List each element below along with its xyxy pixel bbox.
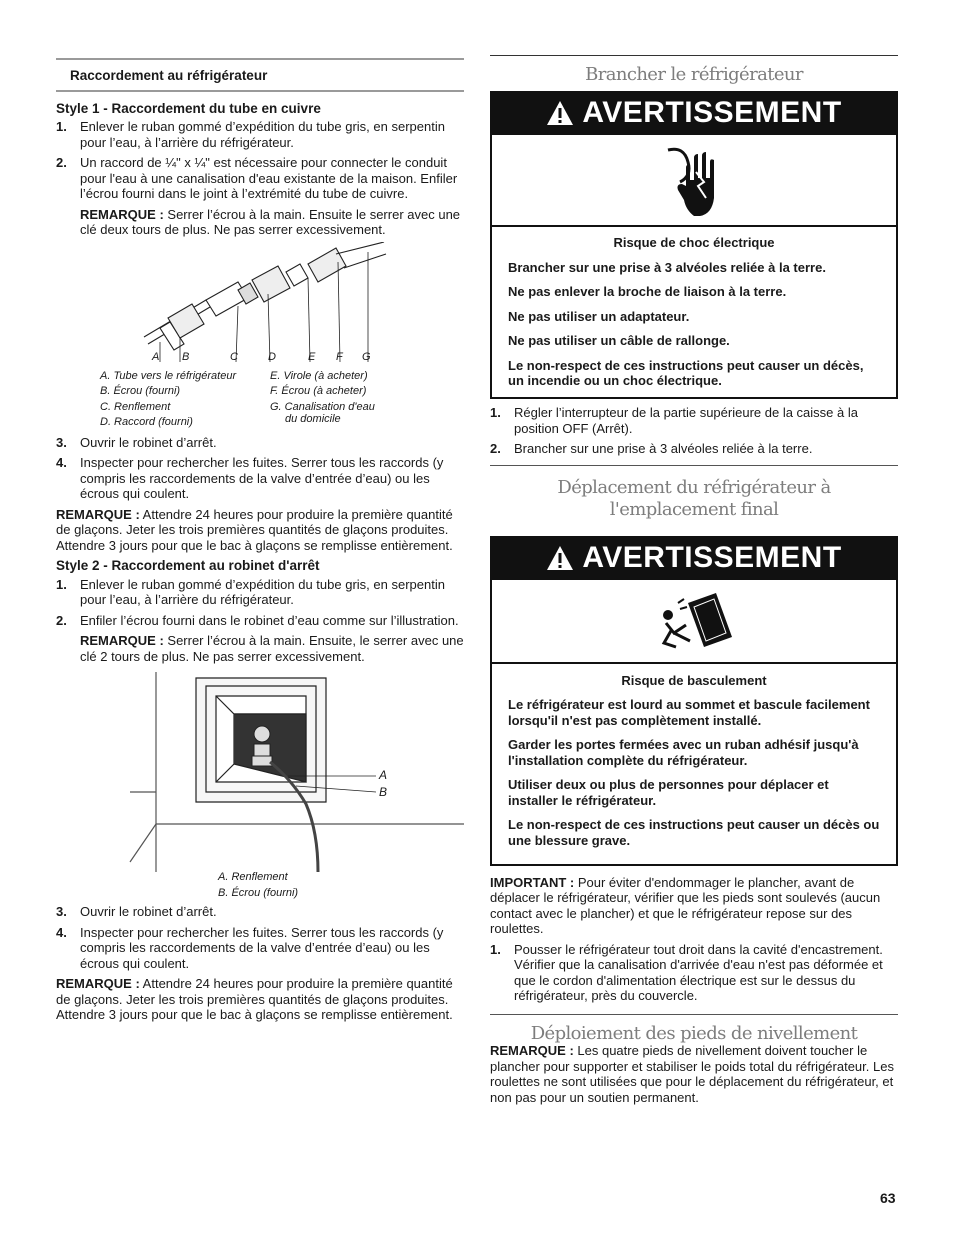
shutoff-valve-illustration (56, 672, 464, 872)
list-item: 3. Ouvrir le robinet d’arrêt. (56, 434, 217, 450)
warning-icon-area (492, 578, 896, 664)
style1-steps (56, 119, 464, 202)
heading-deplacement (490, 477, 898, 521)
warning-line: Le réfrigérateur est lourd au sommet et bascule facilement lorsqu'il n'est pas complètement installé. (508, 697, 870, 728)
style1-note: REMARQUE : Serrer l’écrou à la main. Ensuite le serrer avec une clé deux tours de plus. Ne pas serrer excessivement. (80, 206, 461, 237)
heading-line: l'emplacement final (609, 498, 779, 520)
list-item: 1. Enlever le ruban gommé d’expédition du tube gris, en serpentin pour l’eau, à l’arrière du réfrigérateur. (56, 119, 445, 150)
fig1-letter: E (308, 350, 316, 363)
warning-body (492, 227, 896, 389)
important-note: IMPORTANT : Pour éviter d'endommager le plancher, avant de déplacer le réfrigérateur, vérifier que les pieds sont soulevés (aucun contact avec le plancher) et que le réfrigérateur repose sur des roulettes. (490, 874, 881, 936)
copper-fitting-illustration (56, 242, 464, 367)
list-item: 1. Enlever le ruban gommé d’expédition du tube gris, en serpentin pour l’eau, à l’arrière du réfrigérateur. (56, 576, 445, 607)
warning-box-electric (490, 91, 898, 399)
heading-pieds: Déploiement des pieds de nivellement (530, 1022, 858, 1044)
fig2-letter: A (379, 768, 388, 782)
remark1: REMARQUE : Attendre 24 heures pour produire la première quantité de glaçons. Jeter les trois premières quantités de glaçons produites. Attendre 3 jours pour que le bac à glaçons se remplisse entièrement. (56, 506, 453, 553)
fig1-letter: A (152, 350, 160, 363)
list-item: 1. Régler l’interrupteur de la partie supérieure de la caisse à la position OFF (Arrêt). (490, 405, 858, 436)
list-item: 1. Pousser le réfrigérateur tout droit dans la cavité d'encastrement. Vérifier que la canalisation d'arrivée d'eau n'est pas déformée et que le cordon d'alimentation électrique est sur le dessus du réfrigérateur, près du couvercle. (490, 941, 883, 1003)
warning-line: Garder les portes fermées avec un ruban adhésif jusqu'à l'installation complète du réfrigérateur. (508, 737, 859, 768)
fig1-letter: C (230, 350, 238, 363)
warning-line: Le non-respect de ces instructions peut causer un décès, un incendie ou un choc électrique. (508, 357, 864, 388)
heading-line: Déplacement du réfrigérateur à (557, 476, 831, 498)
list-item: 2. Un raccord de ¼" x ¼" est nécessaire pour connecter le conduit pour l'eau à une canalisation d'eau existante de la maison. Enfiler l’écrou fourni dans le joint à l’extrémité du tube de cuivre. (56, 155, 458, 201)
style2-after-steps (56, 904, 464, 971)
remark2: REMARQUE : Attendre 24 heures pour produire la première quantité de glaçons. Jeter les trois premières quantités de glaçons produites. Attendre 3 jours pour que le bac à glaçons se remplisse entièrement. (56, 976, 453, 1022)
warning-title: AVERTISSEMENT (582, 96, 842, 130)
risk-title: Risque de basculement (621, 672, 767, 688)
fig2-captions (218, 870, 298, 901)
copper-tube-figure (56, 242, 464, 367)
warning-line: Ne pas utiliser un câble de rallonge. (508, 333, 730, 348)
fig1-captions-left (100, 369, 270, 431)
list-item: 2. Enfiler l’écrou fourni dans le robinet d’eau comme sur l’illustration. (56, 612, 459, 628)
warning-line: Utiliser deux ou plus de personnes pour déplacer et installer le réfrigérateur. (508, 777, 829, 808)
caption-line: B. Écrou (fourni) (218, 886, 299, 899)
caption-line: B. Écrou (fourni) (100, 385, 181, 397)
fig1-letter: F (336, 350, 343, 363)
section-title: Raccordement au réfrigérateur (70, 68, 268, 83)
section-rule (490, 1014, 898, 1015)
warning-line: Brancher sur une prise à 3 alvéoles reliée à la terre. (508, 259, 826, 275)
right-column (490, 55, 898, 1105)
page-number: 63 (880, 1190, 896, 1206)
fig2-letter: B (379, 785, 388, 799)
fig1-letter: B (182, 350, 190, 363)
style2-note: REMARQUE : Serrer l’écrou à la main. Ensuite, le serrer avec une clé 2 tours de plus. Ne pas serrer excessivement. (80, 633, 464, 664)
list-item: 3. Ouvrir le robinet d’arrêt. (56, 904, 217, 919)
leveling-remark: REMARQUE : Les quatre pieds de nivellement doivent toucher le plancher pour supporter et stabiliser le poids total du réfrigérateur. Les roulettes ne sont utilisées que pour le déplacement du réfrigérateur, et non pas pour un soutien permanent. (490, 1043, 894, 1105)
fig1-letter: D (268, 350, 276, 363)
warning-header (492, 93, 896, 133)
style1-after-steps (56, 435, 464, 502)
warning-triangle-icon (546, 545, 574, 571)
section-bottom-rule (56, 90, 464, 92)
move-steps (490, 942, 898, 1004)
caption-line: F. Écrou (à acheter) (270, 385, 367, 397)
warning-triangle-icon (546, 100, 574, 126)
list-item: 2. Brancher sur une prise à 3 alvéoles reliée à la terre. (490, 441, 813, 456)
heading-brancher: Brancher le réfrigérateur (585, 64, 803, 85)
caption-line: A. Renflement (218, 871, 288, 883)
caption-line: A. Tube vers le réfrigérateur (100, 369, 237, 382)
warning-title: AVERTISSEMENT (582, 540, 842, 574)
tip-over-icon (654, 589, 734, 653)
fig1-captions-right (270, 369, 450, 428)
list-item: 4. Inspecter pour rechercher les fuites. Serrer tous les raccords (y compris les raccordements de la valve d’entrée d’eau) ou les écrous qui coulent. (56, 455, 444, 501)
warning-line: Ne pas enlever la broche de liaison à la terre. (508, 284, 787, 299)
fig1-letter: G (362, 350, 371, 363)
top-rule (490, 55, 898, 56)
caption-line: C. Renflement (100, 400, 171, 413)
style1-title: Style 1 - Raccordement du tube en cuivre (56, 100, 321, 116)
risk-title: Risque de choc électrique (613, 235, 775, 250)
plug-steps (490, 405, 898, 457)
fig1-captions (56, 369, 464, 431)
warning-body (492, 664, 896, 849)
shutoff-valve-figure (56, 672, 464, 904)
electric-shock-icon (664, 142, 724, 218)
warning-box-tip (490, 536, 898, 866)
caption-line: du domicile (285, 413, 341, 425)
section-rule (490, 465, 898, 466)
caption-line: D. Raccord (fourni) (100, 416, 193, 428)
caption-line: G. Canalisation d'eau (270, 400, 375, 413)
warning-line: Ne pas utiliser un adaptateur. (508, 308, 690, 324)
warning-line: Le non-respect de ces instructions peut causer un décès ou une blessure grave. (508, 817, 880, 848)
list-item: 4. Inspecter pour rechercher les fuites. Serrer tous les raccords (y compris les raccordements de la valve d’entrée d’eau) ou les écrous qui coulent. (56, 924, 444, 971)
warning-header (492, 538, 896, 578)
style2-steps (56, 577, 464, 629)
style2-title: Style 2 - Raccordement au robinet d'arrêt (56, 558, 320, 573)
caption-line: E. Virole (à acheter) (270, 369, 368, 382)
warning-icon-area (492, 133, 896, 227)
left-column (56, 58, 464, 1023)
